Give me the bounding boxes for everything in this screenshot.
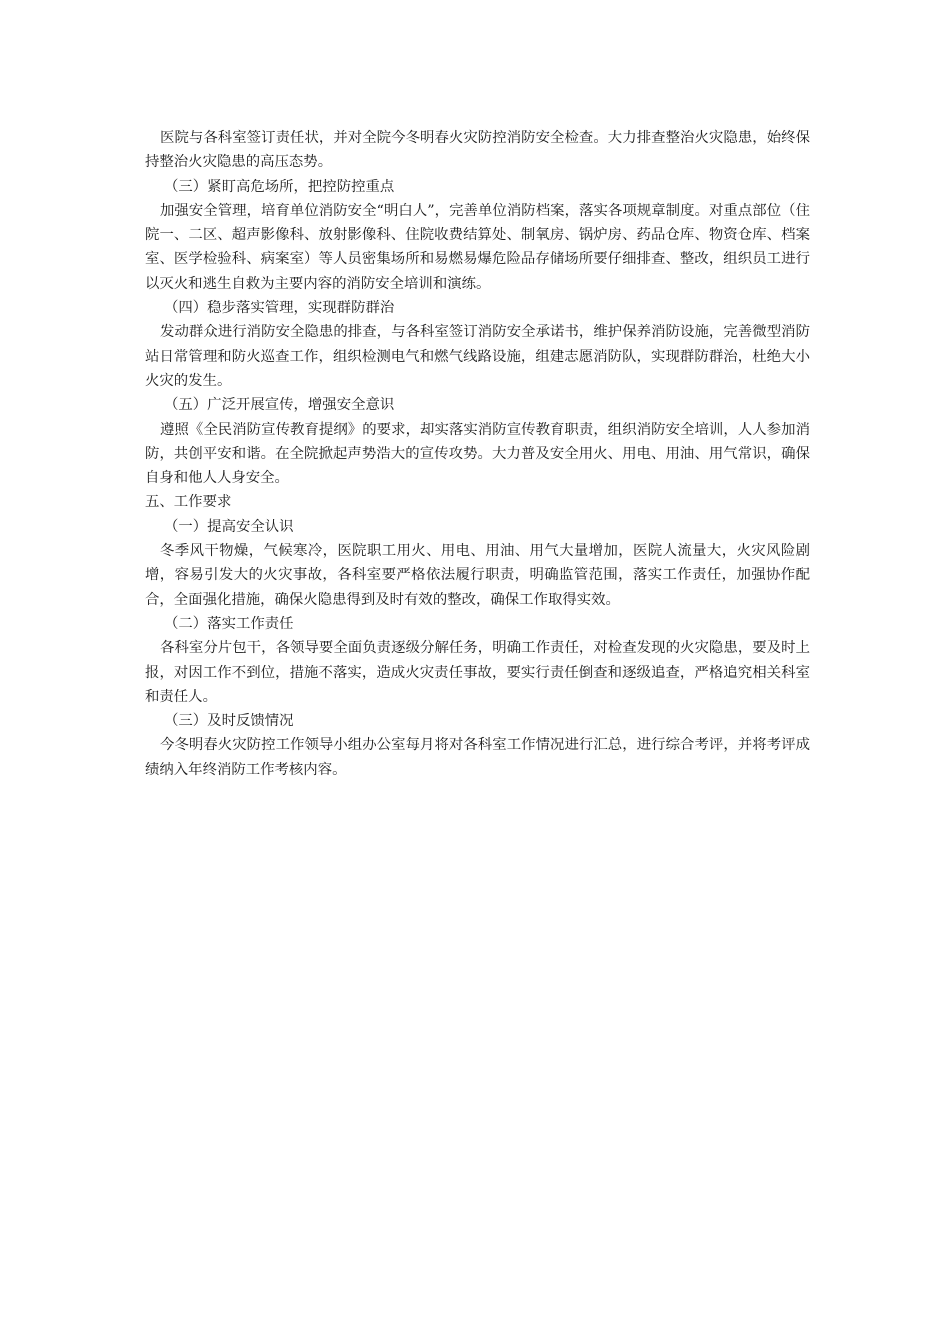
subheading-mass-prevention: （四）稳步落实管理，实现群防群治 xyxy=(164,300,395,317)
subheading-safety-awareness: （一）提高安全认识 xyxy=(164,518,294,535)
document-body xyxy=(145,126,810,782)
section-title-work-requirements: 五、工作要求 xyxy=(145,494,232,511)
paragraph-work-responsibility: 各科室分片包干，各领导要全面负责逐级分解任务，明确工作责任，对检查发现的火灾隐患，要及时上报，对因工作不到位，措施不落实，造成火灾责任事故，要实行责任倒查和逐级追查，严格追究相关科室和责任人。 xyxy=(145,640,810,705)
paragraph-safety-awareness: 冬季风干物燥，气候寒冷，医院职工用火、用电、用油、用气大量增加，医院人流量大，火灾风险剧增，容易引发大的火灾事故，各科室要严格依法履行职责，明确监管范围，落实工作责任，加强协作配合，全面强化措施，确保火隐患得到及时有效的整改，确保工作取得实效。 xyxy=(145,543,810,608)
paragraph-mass-prevention: 发动群众进行消防安全隐患的排查，与各科室签订消防安全承诺书，维护保养消防设施，完善微型消防站日常管理和防火巡查工作，组织检测电气和燃气线路设施，组建志愿消防队，实现群防群治，杜绝大小火灾的发生。 xyxy=(145,324,810,389)
paragraph-publicity: 遵照《全民消防宣传教育提纲》的要求，却实落实消防宣传教育职责，组织消防安全培训，人人参加消防，共创平安和谐。在全院掀起声势浩大的宣传攻势。大力普及安全用火、用电、用油、用气常识，确保自身和他人人身安全。 xyxy=(145,421,810,487)
paragraph-responsibility: 医院与各科室签订责任状，并对全院今冬明春火灾防控消防安全检查。大力排查整治火灾隐患，始终保持整治火灾隐患的高压态势。 xyxy=(145,130,810,171)
subheading-publicity: （五）广泛开展宣传，增强安全意识 xyxy=(164,397,395,414)
subheading-work-responsibility: （二）落实工作责任 xyxy=(164,615,294,632)
subheading-feedback: （三）及时反馈情况 xyxy=(164,713,294,730)
paragraph-safety-management: 加强安全管理，培育单位消防安全“明白人”，完善单位消防档案，落实各项规章制度。对重点部位（住院一、二区、超声影像科、放射影像科、住院收费结算处、制氧房、锅炉房、药品仓库、物资仓库、档案室、医学检验科、病案室）等人员密集场所和易燃易爆危险品存储场所要仔细排查、整改，组织员工进行以灭火和逃生自救为主要内容的消防安全培训和演练。 xyxy=(145,202,810,292)
paragraph-feedback: 今冬明春火灾防控工作领导小组办公室每月将对各科室工作情况进行汇总，进行综合考评，并将考评成绩纳入年终消防工作考核内容。 xyxy=(145,737,810,778)
subheading-high-risk-sites: （三）紧盯高危场所，把控防控重点 xyxy=(164,178,395,195)
